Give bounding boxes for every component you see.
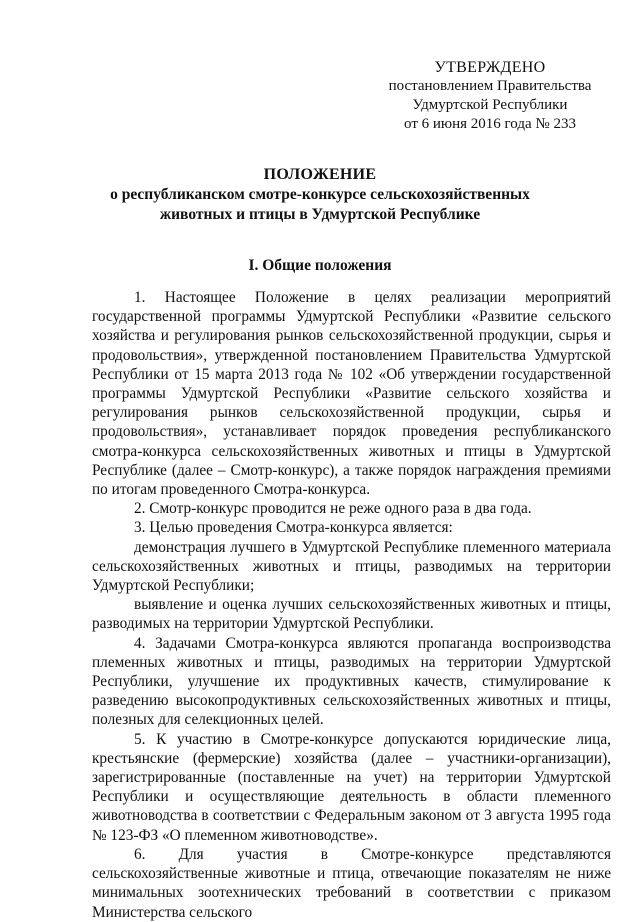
document-title: ПОЛОЖЕНИЕ: [263, 166, 377, 183]
approval-stamp: УТВЕРЖДЕНО: [434, 59, 546, 76]
approval-block: [370, 58, 610, 134]
approval-line-2: Удмуртской Республики: [412, 97, 568, 113]
paragraph-4: 4. Задачами Смотра-конкурса являются пропаганда воспроизводства племенных животных и птицы, разводимых на территории Удмуртской Республики, улучшение их продуктивных качеств, стимулирование к разведению высокопродуктивных сельскохозяйственных животных и птицы, полезных для селекционных целей.: [92, 634, 611, 729]
paragraph-2: 2. Смотр-конкурс проводится не реже одного раза в два года.: [134, 500, 532, 518]
approval-line-3: от 6 июня 2016 года № 233: [404, 116, 576, 132]
paragraph-6: 6. Для участия в Смотре-конкурсе представляются сельскохозяйственные животные и птица, отвечающие показателям не ниже минимальных зоотехнических требований в соответствии с приказом Министерства сельского: [92, 845, 611, 921]
document-body: [92, 288, 611, 922]
approval-line-1: постановлением Правительства: [388, 78, 592, 94]
paragraph-3: 3. Целью проведения Смотра-конкурса является:: [134, 519, 453, 537]
paragraph-3-item-2: выявление и оценка лучших сельскохозяйственных животных и птицы, разводимых на территории Удмуртской Республики.: [92, 596, 611, 633]
paragraph-1: 1. Настоящее Положение в целях реализации мероприятий государственной программы Удмуртской Республики «Развитие сельского хозяйства и регулирования рынков сельскохозяйственной продукции, сырья и продовольствия», утвержденной постановлением Правительства Удмуртской Республики от 15 марта 2013 года № 102 «Об утверждении государственной программы Удмуртской Республики «Развитие сельского хозяйства и регулирования рынков сельскохозяйственной продукции, сырья и продовольствия», устанавливает порядок проведения республиканского смотра-конкурса сельскохозяйственных животных и птицы в Удмуртской Республике (далее – Смотр-конкурс), а также порядок награждения премиями по итогам проведенного Смотра-конкурса.: [92, 289, 611, 499]
paragraph-3-item-1: демонстрация лучшего в Удмуртской Республике племенного материала сельскохозяйственных животных и птицы, разводимых на территории Удмуртской Республики;: [92, 538, 611, 595]
document-heading: [95, 165, 545, 225]
document-subtitle: о республиканском смотре-конкурсе сельскохозяйственных животных и птицы в Удмуртской Республике: [110, 186, 530, 223]
section-title: I. Общие положения: [248, 257, 392, 274]
paragraph-5: 5. К участию в Смотре-конкурсе допускаются юридические лица, крестьянские (фермерские) хозяйства (далее – участники-организации), зарегистрированные (поставленные на учет) на территории Удмуртской Республики и осуществляющие деятельность в области племенного животноводства в соответствии с Федеральным законом от 3 августа 1995 года № 123-ФЗ «О племенном животноводстве».: [92, 730, 611, 844]
